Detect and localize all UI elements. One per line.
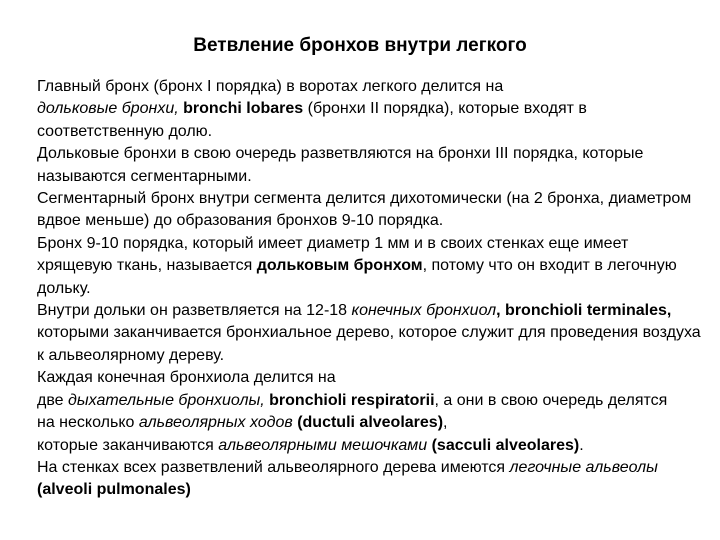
paragraph-lobular-bronchus [37, 233, 702, 300]
text: две [37, 391, 64, 409]
italic-term: дыхательные бронхиолы, [68, 391, 265, 409]
text: , а они в свою очередь делятся [434, 391, 668, 409]
italic-term: альвеолярными мешочками [218, 436, 428, 454]
italic-term: легочные альвеолы [509, 458, 658, 476]
paragraph-segmental-bronchus: Сегментарный бронх внутри сегмента делится дихотомически (на 2 бронха, диаметром вдвое меньше) до образования бронхов 9-10 порядка. [37, 190, 692, 230]
paragraph-main-bronchus [37, 76, 702, 143]
paragraph-alveoli [37, 457, 702, 502]
slide-body [37, 76, 702, 502]
text: Бронх 9-10 порядка, который имеет диаметр 1 мм и в своих стенках еще имеет хрящевую ткань, называется [37, 234, 629, 275]
text: , [443, 414, 448, 432]
paragraph-respiratory-bronchioles [37, 367, 702, 457]
text: которые заканчиваются [37, 436, 214, 454]
paragraph-lobar-bronchi: Дольковые бронхи в свою очередь разветвляются на бронхи III порядка, которые называются сегментарными. [37, 145, 644, 185]
bold-term: дольковым бронхом [256, 257, 423, 275]
latin-term: (alveoli pulmonales) [37, 481, 191, 499]
text: на несколько [37, 414, 135, 432]
text: (бронхи II порядка), которые входят в соответственную долю. [37, 100, 587, 140]
slide-title: Ветвление бронхов внутри легкого [193, 35, 527, 56]
text: Каждая конечная бронхиола делится на [37, 369, 336, 387]
italic-term: альвеолярных ходов [138, 414, 293, 432]
italic-term: дольковые бронхи, [37, 100, 179, 118]
text: Главный бронх (бронх I порядка) в воротах легкого делится на [37, 78, 504, 95]
paragraph-terminal-bronchioles [37, 300, 702, 367]
latin-term: (ductuli alveolares) [297, 414, 444, 432]
text: , потому что он входит в легочную дольку. [37, 257, 677, 297]
latin-term: , bronchioli terminales, [496, 302, 672, 320]
text: На стенках всех разветвлений альвеолярного дерева имеются [37, 458, 506, 476]
latin-term: bronchioli respiratorii [269, 391, 435, 409]
latin-term: (sacculi alveolares) [431, 436, 580, 454]
text: Внутри дольки он разветвляется на 12-18 [37, 302, 348, 320]
text: которыми заканчивается бронхиальное дерево, которое служит для проведения воздуха к альвеолярному дереву. [37, 324, 701, 364]
text: . [579, 436, 584, 454]
latin-term: bronchi lobares [183, 100, 304, 118]
italic-term: конечных бронхиол [351, 302, 497, 320]
